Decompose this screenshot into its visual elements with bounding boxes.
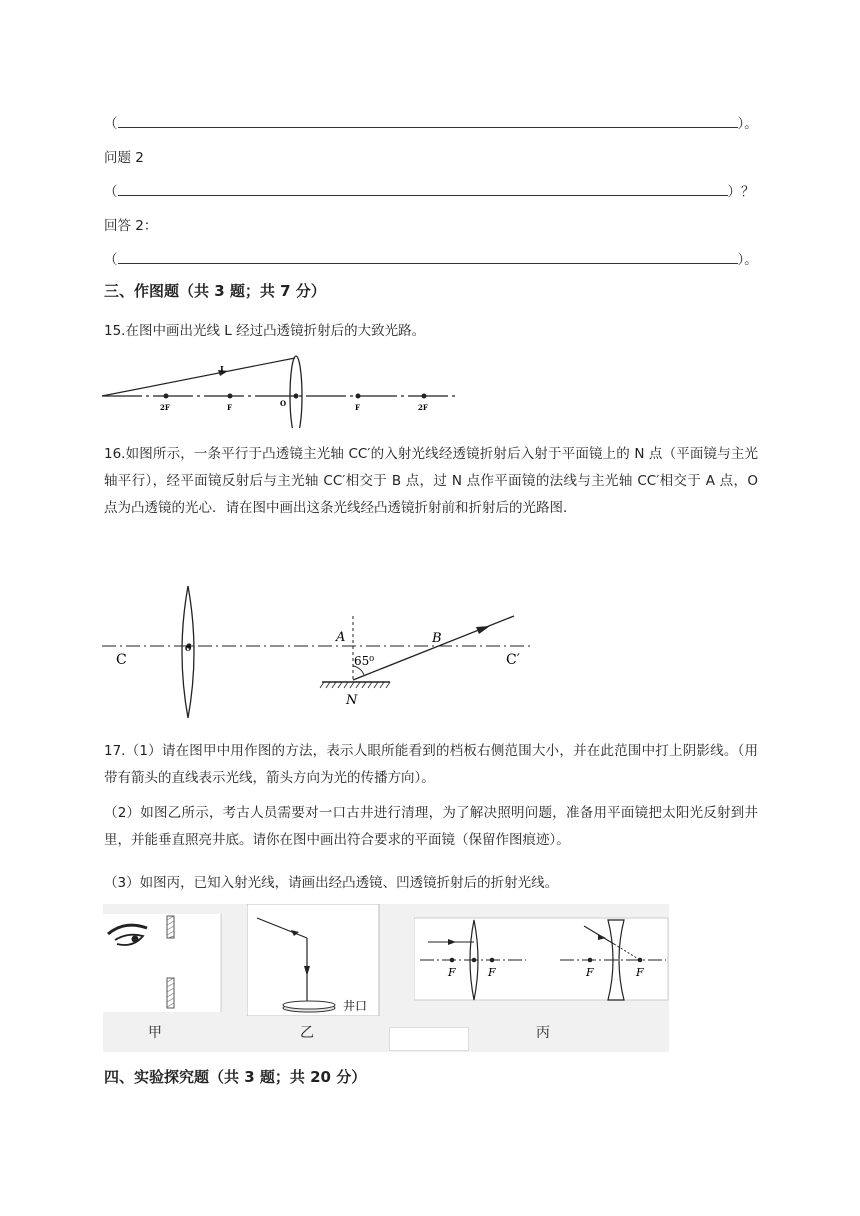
convex-lens [290,356,302,428]
label-f-left: F [227,403,232,412]
answer-blank[interactable] [118,185,728,196]
center-convex [472,958,477,963]
answer-blank[interactable] [118,253,738,264]
answer-line-1 [104,112,758,132]
question-17-part-2: （2）如图乙所示，考古人员需要对一口古井进行清理，为了解决照明问题，准备用平面镜把太阳光反射到井里，并能垂直照亮井底。请你在图中画出符合要求的平面镜（保留作图痕迹）。 [104,805,758,848]
label-bing: 丙 [536,1025,550,1041]
label-l: L [220,364,226,374]
question-15-text: 15.在图中画出光线 L 经过凸透镜折射后的大致光路。 [104,323,426,339]
point-o [294,394,299,399]
focus-convex-right [490,958,495,963]
label-f1: F [448,966,456,979]
reflected-ray [353,616,514,680]
question-16-text: 16.如图所示，一条平行于凸透镜主光轴 CC′的入射光线经透镜折射后入射于平面镜上的 N 点（平面镜与主光轴平行），经平面镜反射后与主光轴 CC′相交于 B 点，过 N 点作平面镜的法线与主光轴 CC′相交于 A 点，O 点为凸透镜的光心．请在图中画出这条光线经凸透镜折射前和折射后的光路图． [104,446,758,516]
label-well: 井口 [343,999,368,1013]
ray-arrow [476,626,490,634]
section-4-title: 四、实验探究题（共 3 题；共 20 分） [104,1068,367,1086]
label-f-right: F [355,403,360,412]
question-17-part-3: （3）如图丙，已知入射光线，请画出经凸透镜、凹透镜折射后的折射光线。 [104,875,559,891]
figure-jia [103,910,223,1015]
point-2f-left [164,394,169,399]
point-f-left [228,394,233,399]
question-2-label: 问题 2 [104,150,144,166]
section-3-title: 三、作图题（共 3 题；共 7 分） [104,282,326,300]
open-paren: （ [104,252,118,268]
label-jia: 甲 [148,1025,162,1041]
open-paren: （ [104,116,118,132]
label-f2: F [488,966,496,979]
focus-convex-left [450,958,455,963]
label-c-prime: C′ [506,652,520,668]
open-paren: （ [104,184,118,200]
close-paren: ）。 [737,252,758,268]
label-2f-left: 2F [160,403,170,412]
label-n: N [346,693,358,708]
ray-l [102,358,295,396]
label-f4: F [636,966,644,979]
close-paren: ）。 [737,116,758,132]
blank-box [389,1027,469,1051]
label-c: C [116,652,127,668]
label-2f-right: 2F [418,403,428,412]
focus-concave-left [588,958,593,963]
figure-yi [247,904,381,1016]
label-o: O [185,644,192,653]
question-17-part-1: 17.（1）请在图甲中用作图的方法，表示人眼所能看到的档板右侧范围大小，并在此范围中打上阴影线。（用带有箭头的直线表示光线，箭头方向为光的传播方向）。 [104,743,758,786]
answer-blank[interactable] [118,117,738,128]
label-yi: 乙 [300,1025,314,1041]
mirror-hatching [320,682,390,688]
focus-concave-right [638,958,643,963]
answer-line-3 [104,248,758,268]
point-f-right [356,394,361,399]
label-angle: 65⁰ [354,654,375,668]
q16-figure [100,580,540,725]
close-paren: ）？ [727,184,755,200]
label-a: A [336,630,346,645]
answer-2-label: 回答 2： [104,218,158,234]
figure-bing [414,916,670,1002]
q15-figure [100,348,460,428]
point-2f-right [422,394,427,399]
label-b: B [432,631,442,646]
label-o: O [280,399,287,408]
answer-line-2 [104,180,755,200]
label-f3: F [586,966,594,979]
